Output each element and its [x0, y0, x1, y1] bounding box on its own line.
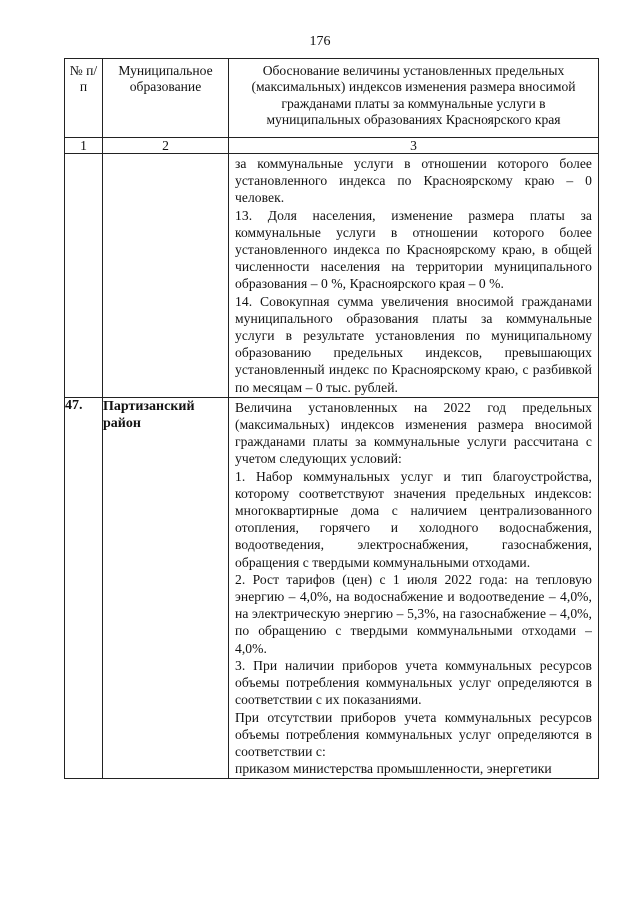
table-row	[65, 397, 599, 778]
column-number-3: 3	[229, 138, 599, 154]
paragraph: 2. Рост тарифов (цен) с 1 июля 2022 года: на тепловую энергию – 4,0%, на водоснабжение и водоотведение – 4,0%, на электрическую энергию – 5,3%, на газоснабжение – 4,0%, по обращению с твердыми коммунальными отходами – 4,0%.	[235, 571, 592, 656]
column-number-2: 2	[103, 138, 229, 154]
tariff-index-table	[64, 58, 599, 779]
table-header-row	[65, 59, 599, 138]
paragraph: за коммунальные услуги в отношении которого более установленного индекса по Красноярскому краю – 0 человек.	[235, 156, 592, 206]
table-row	[65, 154, 599, 398]
paragraph: Величина установленных на 2022 год предельных (максимальных) индексов изменения размера вносимой гражданами платы за коммунальные услуги рассчитана с учетом следующих условий:	[235, 399, 592, 467]
row-municipality	[103, 154, 229, 398]
header-number: № п/п	[65, 59, 103, 138]
row-justification	[229, 397, 599, 778]
column-number-row	[65, 138, 599, 154]
row-municipality: Партизанский район	[103, 397, 229, 778]
paragraph: 13. Доля населения, изменение размера платы за коммунальные услуги в отношении которого более установленного индекса по Красноярскому краю, в общей численности населения на территории муниципального образования – 0 %, Красноярского края – 0 %.	[235, 207, 592, 292]
paragraph: приказом министерства промышленности, энергетики	[235, 761, 552, 777]
paragraph: 3. При наличии приборов учета коммунальных ресурсов объемы потребления коммунальных услуг определяются в соответствии с их показаниями.	[235, 657, 592, 708]
column-number-1: 1	[65, 138, 103, 154]
header-municipality: Муниципальное образование	[103, 59, 229, 138]
header-justification: Обоснование величины установленных предельных (максимальных) индексов изменения размера вносимой гражданами платы за коммунальные услуги в муниципальных образованиях Красноярского края	[229, 59, 599, 138]
paragraph: 1. Набор коммунальных услуг и тип благоустройства, которому соответствуют значения предельных индексов: многоквартирные дома с наличием централизованного отопления, горячего и холодного водоснабжения, водоотведения, электроснабжения, газоснабжения, обращения с твердыми коммунальными отходами.	[235, 468, 592, 570]
page-number: 176	[309, 34, 331, 49]
row-number	[65, 154, 103, 398]
paragraph: При отсутствии приборов учета коммунальных ресурсов объемы потребления коммунальных услуг определяются в соответствии с:	[235, 709, 592, 759]
paragraph: 14. Совокупная сумма увеличения вносимой гражданами муниципального образования платы за коммунальные услуги в результате установления по муниципальному образованию предельных индексов, превышающих установленный индекс по Красноярскому краю, с разбивкой по месяцам – 0 тыс. рублей.	[235, 293, 592, 395]
row-justification	[229, 154, 599, 398]
row-number: 47.	[65, 397, 103, 778]
